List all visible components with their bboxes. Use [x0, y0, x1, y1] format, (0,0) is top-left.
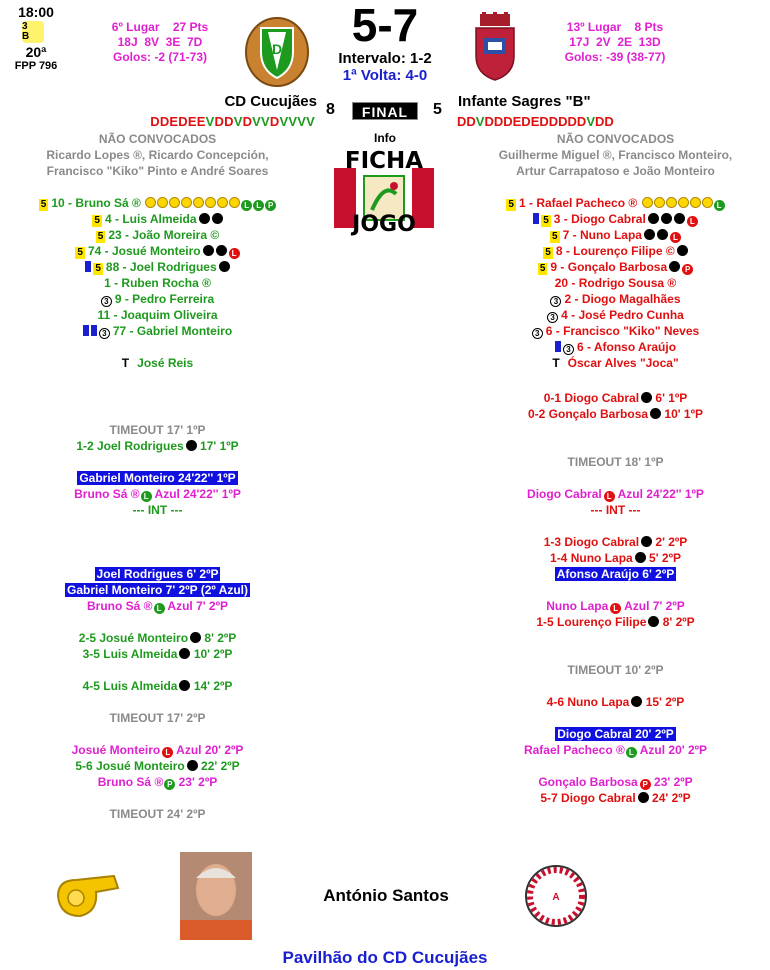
sub-icon: 3	[547, 312, 558, 323]
goal-icon	[638, 792, 649, 803]
goal-text: 0-2 Gonçalo Barbosa	[528, 407, 649, 421]
form-letter: D	[457, 114, 467, 129]
card-player: Bruno Sá ®	[74, 487, 140, 501]
save-icon	[169, 197, 180, 208]
away-unconvoked-names: Guilherme Miguel ®, Francisco Monteiro, Artur Carrapatoso e João Monteiro	[498, 148, 733, 178]
blue-card-icon: L	[626, 747, 637, 758]
sanction-text: Gabriel Monteiro 7' 2ºP (2º Azul)	[67, 583, 248, 597]
player-name: 4 - José Pedro Cunha	[561, 308, 684, 322]
home-lineup	[20, 195, 295, 371]
card-time: Azul 24'22'' 1ºP	[617, 487, 704, 501]
goal-event	[478, 390, 753, 406]
penalty-icon: P	[640, 779, 651, 790]
card-player: Gonçalo Barbosa	[538, 775, 638, 789]
away-coach[interactable]	[478, 355, 753, 371]
home-score-small: 8	[326, 101, 335, 118]
card-time: Azul 24'22'' 1ºP	[154, 487, 241, 501]
away-unconvoked-title: NÃO CONVOCADOS	[556, 132, 675, 146]
player-name: 10 - Bruno Sá ®	[51, 196, 141, 210]
goal-text: 3-5 Luis Almeida	[82, 647, 178, 661]
home-crest-icon	[244, 12, 310, 88]
final-status-badge: FINAL	[352, 102, 418, 120]
shirt-5-icon: 5	[508, 199, 514, 210]
form-letter: V	[261, 114, 270, 129]
penalty-icon: P	[682, 264, 693, 275]
goal-event	[478, 790, 753, 806]
save-icon	[181, 197, 192, 208]
goal-time: 22' 2ºP	[201, 759, 240, 773]
goal-icon	[661, 213, 672, 224]
goal-text: 1-2 Joel Rodrigues	[76, 439, 184, 453]
player-name: 74 - Josué Monteiro	[87, 244, 201, 258]
player-name: 9 - Gonçalo Barbosa	[550, 260, 668, 274]
form-letter: E	[530, 114, 540, 129]
form-letter: D	[150, 114, 160, 129]
home-events	[20, 422, 295, 822]
card-event	[478, 742, 753, 758]
sub-icon: 3	[99, 328, 110, 339]
goal-time: 8' 2ºP	[204, 631, 237, 645]
sanction-event	[20, 566, 295, 582]
red-card-icon: L	[610, 603, 621, 614]
list-item[interactable]	[20, 227, 295, 243]
form-letter: E	[187, 114, 197, 129]
form-letter: V	[586, 114, 595, 129]
goal-icon	[187, 760, 198, 771]
goal-time: 17' 1ºP	[200, 439, 239, 453]
round: 20ª	[25, 44, 47, 60]
player-name: 6 - Afonso Araújo	[576, 340, 677, 354]
goal-icon	[644, 229, 655, 240]
goal-icon	[179, 648, 190, 659]
player-name: 8 - Lourenço Filipe ©	[555, 244, 675, 258]
card-event	[20, 742, 295, 758]
home-goals: Golos: -2 (71-73)	[112, 50, 208, 64]
list-item[interactable]	[478, 339, 753, 355]
home-unconvoked-title: NÃO CONVOCADOS	[98, 132, 217, 146]
jogo-title: JOGO	[352, 212, 416, 237]
match-time: 18:00	[18, 4, 54, 20]
away-stats	[545, 20, 685, 65]
goal-icon	[641, 536, 652, 547]
coach-name: Óscar Alves "Joca"	[567, 356, 679, 370]
goal-icon	[674, 213, 685, 224]
form-letter: D	[269, 114, 280, 129]
sanction-event	[20, 582, 295, 598]
player-name: 6 - Francisco "Kiko" Neves	[545, 324, 700, 338]
form-letter: V	[297, 114, 307, 129]
form-letter: D	[594, 114, 605, 129]
form-letter: D	[567, 114, 577, 129]
sanction-text: Diogo Cabral 20' 2ºP	[557, 727, 674, 741]
away-lineup	[478, 195, 753, 371]
player-name: 88 - Joel Rodrigues	[105, 260, 217, 274]
referees-association-logo-icon	[524, 864, 588, 928]
goal-text: 5-7 Diogo Cabral	[540, 791, 636, 805]
form-letter: D	[503, 114, 513, 129]
ficha-jogo-logo-icon[interactable]	[334, 148, 434, 240]
goal-time: 10' 2ºP	[193, 647, 233, 661]
blue-card-marker-icon	[91, 325, 97, 336]
referee-photo	[180, 852, 252, 940]
sanction-event	[20, 470, 295, 486]
list-item[interactable]	[478, 195, 753, 211]
red-card-icon: L	[687, 216, 698, 227]
red-card-icon: L	[604, 491, 615, 502]
list-item[interactable]	[478, 211, 753, 227]
list-item[interactable]	[478, 259, 753, 275]
match-meta	[10, 4, 62, 72]
goal-icon	[669, 261, 680, 272]
sanction-text: Joel Rodrigues 6' 2ºP	[96, 567, 219, 581]
form-letter: D	[539, 114, 549, 129]
card-player: Bruno Sá ®	[87, 599, 153, 613]
goal-icon	[199, 213, 210, 224]
coach-icon: T	[121, 356, 130, 370]
goal-text: 1-4 Nuno Lapa	[550, 551, 633, 565]
away-goals: Golos: -39 (38-77)	[564, 50, 666, 64]
sub-icon: 3	[563, 344, 574, 355]
form-letter: D	[493, 114, 504, 129]
form-letter: D	[558, 114, 568, 129]
save-icon	[642, 197, 653, 208]
interval-marker: --- INT ---	[590, 503, 641, 517]
player-name: 1 - Rafael Pacheco ®	[518, 196, 638, 210]
form-letter: D	[224, 114, 234, 129]
form-letter: V	[252, 114, 262, 129]
away-score-small: 5	[433, 101, 442, 118]
info-link[interactable]: Info	[374, 131, 396, 145]
timeout-event: TIMEOUT 18' 1ºP	[567, 455, 664, 469]
save-icon	[678, 197, 689, 208]
away-form	[457, 114, 614, 129]
save-icon	[205, 197, 216, 208]
save-icon	[666, 197, 677, 208]
card-player: Nuno Lapa	[546, 599, 609, 613]
player-name: 20 - Rodrigo Sousa ®	[554, 276, 677, 290]
goal-icon	[641, 392, 652, 403]
goal-icon	[186, 440, 197, 451]
blue-card-marker-icon	[555, 341, 561, 352]
timeout-event: TIMEOUT 24' 2ºP	[109, 807, 206, 821]
goal-event	[20, 678, 295, 694]
card-event	[478, 598, 753, 614]
list-item[interactable]	[20, 307, 295, 323]
goal-text: 0-1 Diogo Cabral	[543, 391, 640, 405]
goal-time: 8' 2ºP	[662, 615, 695, 629]
list-item[interactable]	[20, 259, 295, 275]
away-events	[478, 390, 753, 806]
list-item[interactable]	[478, 307, 753, 323]
home-form-text	[150, 114, 315, 129]
save-icon	[702, 197, 713, 208]
list-item[interactable]	[20, 323, 295, 339]
goal-text: 1-5 Lourenço Filipe	[536, 615, 647, 629]
goal-icon	[216, 245, 227, 256]
goal-text: 2-5 Josué Monteiro	[78, 631, 189, 645]
goal-icon	[677, 245, 688, 256]
timeout-event: TIMEOUT 17' 2ºP	[109, 711, 206, 725]
ficha-title: FICHA	[344, 148, 424, 174]
save-icon	[654, 197, 665, 208]
timeout-event: TIMEOUT 17' 1ºP	[109, 423, 206, 437]
form-letter: V	[233, 114, 243, 129]
division-badge-text: 3 B	[22, 21, 30, 42]
card-player: Rafael Pacheco ®	[523, 743, 625, 757]
venue-name[interactable]: Pavilhão do CD Cucujães	[282, 948, 488, 967]
first-leg: 1ª Volta: 4-0	[342, 67, 428, 84]
red-card-icon: L	[162, 747, 173, 758]
blue-card-icon: L	[253, 200, 264, 211]
player-name: 77 - Gabriel Monteiro	[112, 324, 233, 338]
form-letter: V	[205, 114, 215, 129]
goal-icon	[648, 213, 659, 224]
list-item[interactable]	[478, 323, 753, 339]
save-icon	[690, 197, 701, 208]
sub-icon: 3	[101, 296, 112, 307]
shirt-5-icon: 5	[95, 263, 101, 274]
sanction-text: Gabriel Monteiro 24'22'' 1ºP	[79, 471, 236, 485]
form-letter: E	[169, 114, 179, 129]
player-name: 2 - Diogo Magalhães	[564, 292, 681, 306]
goal-time: 24' 2ºP	[652, 791, 691, 805]
penalty-icon: P	[265, 200, 276, 211]
card-event	[20, 486, 295, 502]
card-time: Azul 20' 2ºP	[176, 743, 244, 757]
goal-icon	[657, 229, 668, 240]
card-time: 23' 2ºP	[654, 775, 693, 789]
goal-icon	[203, 245, 214, 256]
penalty-icon: P	[164, 779, 175, 790]
blue-card-icon: L	[714, 200, 725, 211]
form-letter: D	[178, 114, 188, 129]
form-letter: V	[306, 114, 315, 129]
card-time: Azul 7' 2ºP	[167, 599, 228, 613]
blue-card-icon: L	[154, 603, 165, 614]
player-name: 9 - Pedro Ferreira	[114, 292, 215, 306]
player-name: 1 - Ruben Rocha ®	[104, 276, 211, 290]
away-unconvoked	[478, 131, 753, 179]
card-player: Josué Monteiro	[71, 743, 161, 757]
away-crest-icon	[472, 12, 518, 82]
goal-event	[20, 438, 295, 454]
goal-icon	[179, 680, 190, 691]
goal-event	[478, 550, 753, 566]
shirt-5-icon: 5	[77, 247, 83, 258]
red-card-icon: L	[670, 232, 681, 243]
fpp-code: FPP 796	[14, 60, 58, 72]
blue-card-icon: L	[241, 200, 252, 211]
form-letter: V	[475, 114, 485, 129]
goal-event	[20, 646, 295, 662]
away-team-name[interactable]: Infante Sagres "B"	[458, 93, 591, 110]
form-letter: E	[196, 114, 206, 129]
save-icon	[157, 197, 168, 208]
blue-card-marker-icon	[83, 325, 89, 336]
list-item[interactable]	[20, 291, 295, 307]
card-time: 23' 2ºP	[178, 775, 218, 789]
list-item[interactable]	[478, 291, 753, 307]
coach-icon: T	[552, 356, 560, 370]
shirt-5-icon: 5	[543, 215, 549, 226]
save-icon	[145, 197, 156, 208]
shirt-5-icon: 5	[552, 231, 558, 242]
blue-card-icon: L	[141, 491, 152, 502]
home-position: 6º Lugar 27 Pts	[111, 20, 209, 34]
svg-text:D: D	[271, 41, 283, 57]
goal-text: 4-6 Nuno Lapa	[546, 695, 630, 709]
coach-name: José Reis	[137, 356, 194, 370]
whistle-icon	[52, 862, 124, 922]
svg-text:A: A	[552, 892, 560, 903]
red-card-icon: L	[229, 248, 240, 259]
sanction-event	[478, 566, 753, 582]
player-name: 23 - João Moreira ©	[108, 228, 220, 242]
list-item[interactable]	[20, 275, 295, 291]
goal-time: 6' 1ºP	[655, 391, 688, 405]
away-record: 17J 2V 2E 13D	[569, 35, 661, 49]
home-record: 18J 8V 3E 7D	[117, 35, 203, 49]
card-time: Azul 20' 2ºP	[639, 743, 708, 757]
away-position: 13º Lugar 8 Pts	[566, 20, 664, 34]
score-block	[320, 0, 450, 84]
goal-time: 14' 2ºP	[193, 679, 233, 693]
home-unconvoked	[20, 131, 295, 179]
card-player: Bruno Sá ®	[97, 775, 164, 789]
card-event	[478, 486, 753, 502]
goal-time: 15' 2ºP	[645, 695, 685, 709]
goal-icon	[219, 261, 230, 272]
player-name: 11 - Joaquim Oliveira	[97, 308, 218, 322]
halftime-score: Intervalo: 1-2	[338, 50, 432, 67]
shirt-5-icon: 5	[545, 247, 551, 258]
list-item[interactable]	[478, 227, 753, 243]
goal-event	[478, 614, 753, 630]
form-letter: D	[242, 114, 253, 129]
list-item[interactable]	[20, 243, 295, 259]
player-name: 7 - Nuno Lapa	[562, 228, 642, 242]
form-letter: E	[512, 114, 522, 129]
form-letter: D	[159, 114, 170, 129]
goal-icon	[212, 213, 223, 224]
blue-card-marker-icon	[533, 213, 539, 224]
home-unconvoked-names: Ricardo Lopes ®, Ricardo Concepción, Francisco "Kiko" Pinto e André Soares	[46, 148, 269, 178]
shirt-5-icon: 5	[539, 263, 546, 274]
home-stats	[90, 20, 230, 65]
player-name: 3 - Diogo Cabral	[553, 212, 646, 226]
sanction-text: Afonso Araújo 6' 2ºP	[556, 567, 675, 581]
form-letter: D	[484, 114, 494, 129]
home-form	[130, 114, 315, 129]
goal-icon	[635, 552, 646, 563]
list-item[interactable]	[478, 243, 753, 259]
goal-text: 5-6 Josué Monteiro	[75, 759, 185, 773]
goal-icon	[631, 696, 642, 707]
form-letter: V	[279, 114, 289, 129]
goal-icon	[648, 616, 659, 627]
list-item[interactable]	[20, 211, 295, 227]
save-icon	[193, 197, 204, 208]
list-item[interactable]	[478, 275, 753, 291]
interval-marker: --- INT ---	[132, 503, 183, 517]
card-player: Diogo Cabral	[527, 487, 602, 501]
away-form-text	[457, 114, 614, 129]
form-letter: D	[466, 114, 476, 129]
card-event	[478, 774, 753, 790]
goal-time: 2' 2ºP	[655, 535, 688, 549]
goal-event	[478, 406, 753, 422]
home-coach[interactable]	[20, 355, 295, 371]
card-event	[20, 774, 295, 790]
goal-time: 10' 1ºP	[664, 407, 703, 421]
sub-icon: 3	[550, 296, 561, 307]
division-badge	[10, 20, 62, 44]
card-time: Azul 7' 2ºP	[624, 599, 685, 613]
home-team-name[interactable]: CD Cucujães	[224, 93, 317, 110]
goal-event	[478, 534, 753, 550]
save-icon	[217, 197, 228, 208]
form-letter: V	[288, 114, 298, 129]
shirt-5-icon: 5	[94, 215, 100, 226]
goal-event	[20, 758, 295, 774]
goal-icon	[190, 632, 201, 643]
sanction-event	[478, 726, 753, 742]
goal-event	[20, 630, 295, 646]
form-letter: D	[604, 114, 614, 129]
shirt-5-icon: 5	[40, 199, 47, 210]
goal-time: 5' 2ºP	[649, 551, 681, 565]
player-name: 4 - Luis Almeida	[104, 212, 197, 226]
goal-text: 4-5 Luis Almeida	[82, 679, 178, 693]
goal-icon	[650, 408, 661, 419]
goal-event	[478, 694, 753, 710]
form-letter: D	[214, 114, 225, 129]
form-letter: D	[548, 114, 559, 129]
timeout-event: TIMEOUT 10' 2ºP	[567, 663, 664, 677]
goal-text: 1-3 Diogo Cabral	[543, 535, 640, 549]
card-event	[20, 598, 295, 614]
final-score: 5-7	[351, 0, 419, 51]
shirt-5-icon: 5	[97, 231, 104, 242]
list-item[interactable]	[20, 195, 295, 211]
sub-icon: 3	[532, 328, 543, 339]
form-letter: D	[521, 114, 531, 129]
form-letter: D	[576, 114, 587, 129]
blue-card-marker-icon	[85, 261, 91, 272]
save-icon	[229, 197, 240, 208]
referee-name[interactable]: António Santos	[323, 886, 449, 905]
